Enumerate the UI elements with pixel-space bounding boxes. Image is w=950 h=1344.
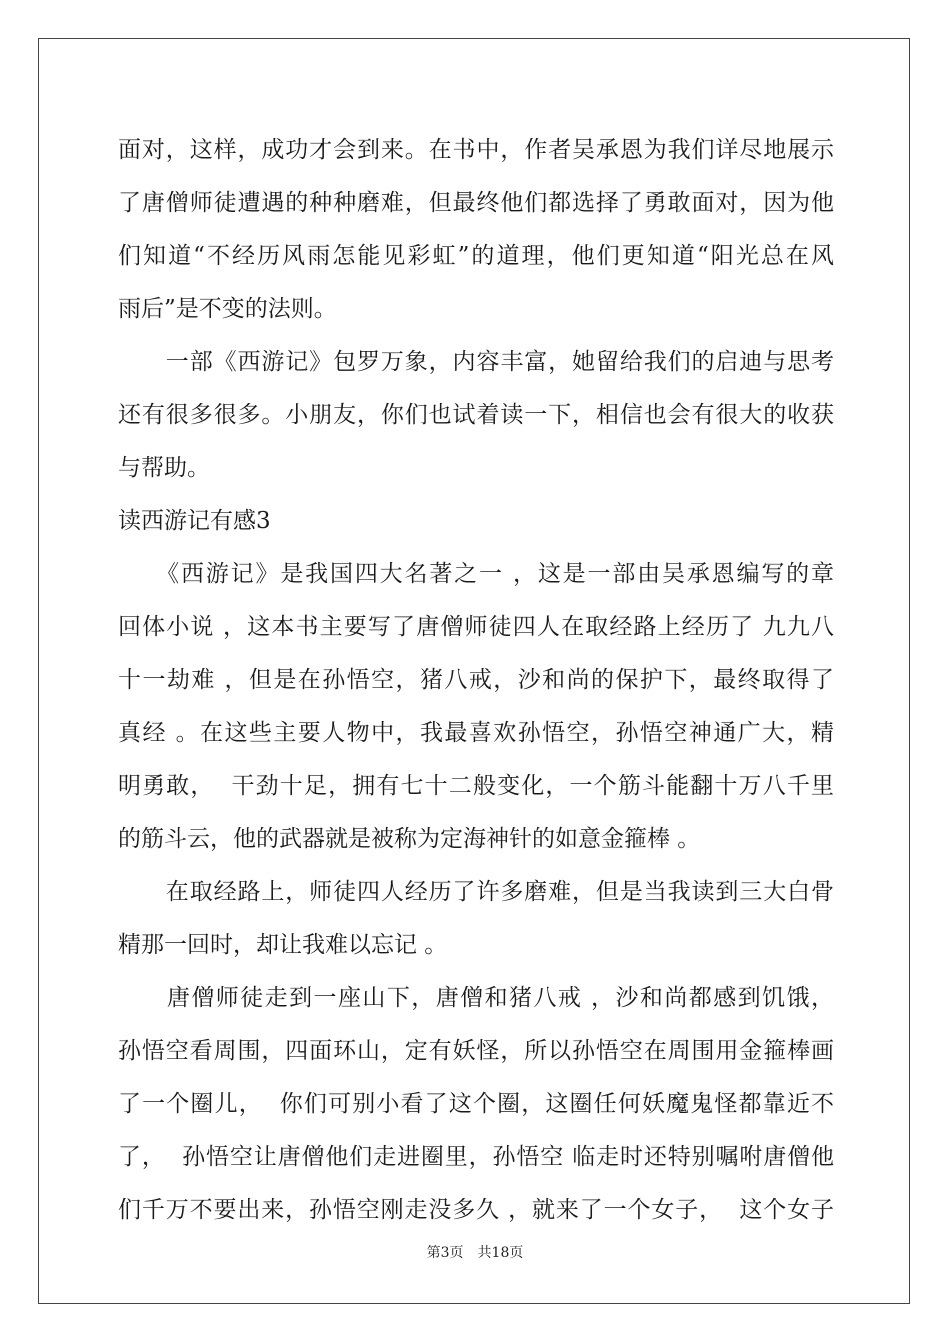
text-line: 唐僧师徒走到一座山下，唐僧和猪八戒 ，沙和尚都感到饥饿，	[118, 985, 834, 1011]
page-total: 共18页	[477, 1245, 524, 1261]
text-line: 回体小说 ，这本书主要写了唐僧师徒四人在取经路上经历了 九九八	[118, 614, 834, 640]
page-footer	[0, 1242, 950, 1262]
text-line: 一部《西游记》包罗万象，内容丰富，她留给我们的启迪与思考	[118, 349, 834, 375]
text-line: 在取经路上，师徒四人经历了许多磨难，但是当我读到三大白骨	[118, 879, 834, 905]
text-line: 真经 。在这些主要人物中，我最喜欢孙悟空，孙悟空神通广大，精	[118, 720, 834, 746]
text-line: 面对，这样，成功才会到来。在书中，作者吴承恩为我们详尽地展示	[118, 137, 834, 163]
text-line: 的筋斗云，他的武器就是被称为定海神针的如意金箍棒 。	[118, 826, 701, 852]
document-body	[118, 124, 834, 1237]
page-number: 第3页	[426, 1245, 464, 1261]
text-line: 们千万不要出来，孙悟空刚走没多久 ，就来了一个女子， 这个女子	[118, 1197, 834, 1223]
text-line: 《西游记》是我国四大名著之一 ，这是一部由吴承恩编写的章	[118, 561, 834, 587]
section-heading: 读西游记有感3	[118, 508, 271, 534]
text-line: 十一劫难 ，但是在孙悟空，猪八戒，沙和尚的保护下，最终取得了	[118, 667, 834, 693]
text-line: 了一个圈儿， 你们可别小看了这个圈，这圈任何妖魔鬼怪都靠近不	[118, 1091, 834, 1117]
text-line: 们知道“不经历风雨怎能见彩虹”的道理，他们更知道“阳光总在风	[118, 243, 834, 269]
text-line: 还有很多很多。小朋友，你们也试着读一下，相信也会有很大的收获	[118, 402, 834, 428]
text-line: 了， 孙悟空让唐僧他们走进圈里，孙悟空 临走时还特别嘱咐唐僧他	[118, 1144, 834, 1170]
text-line: 孙悟空看周围，四面环山，定有妖怪，所以孙悟空在周围用金箍棒画	[118, 1038, 834, 1064]
text-line: 精那一回时，却让我难以忘记 。	[118, 932, 448, 958]
text-line: 雨后”是不变的法则。	[118, 296, 337, 322]
text-line: 与帮助。	[118, 455, 210, 481]
text-line: 了唐僧师徒遭遇的种种磨难，但最终他们都选择了勇敢面对，因为他	[118, 190, 834, 216]
text-line: 明勇敢， 干劲十足，拥有七十二般变化，一个筋斗能翻十万八千里	[118, 773, 834, 799]
